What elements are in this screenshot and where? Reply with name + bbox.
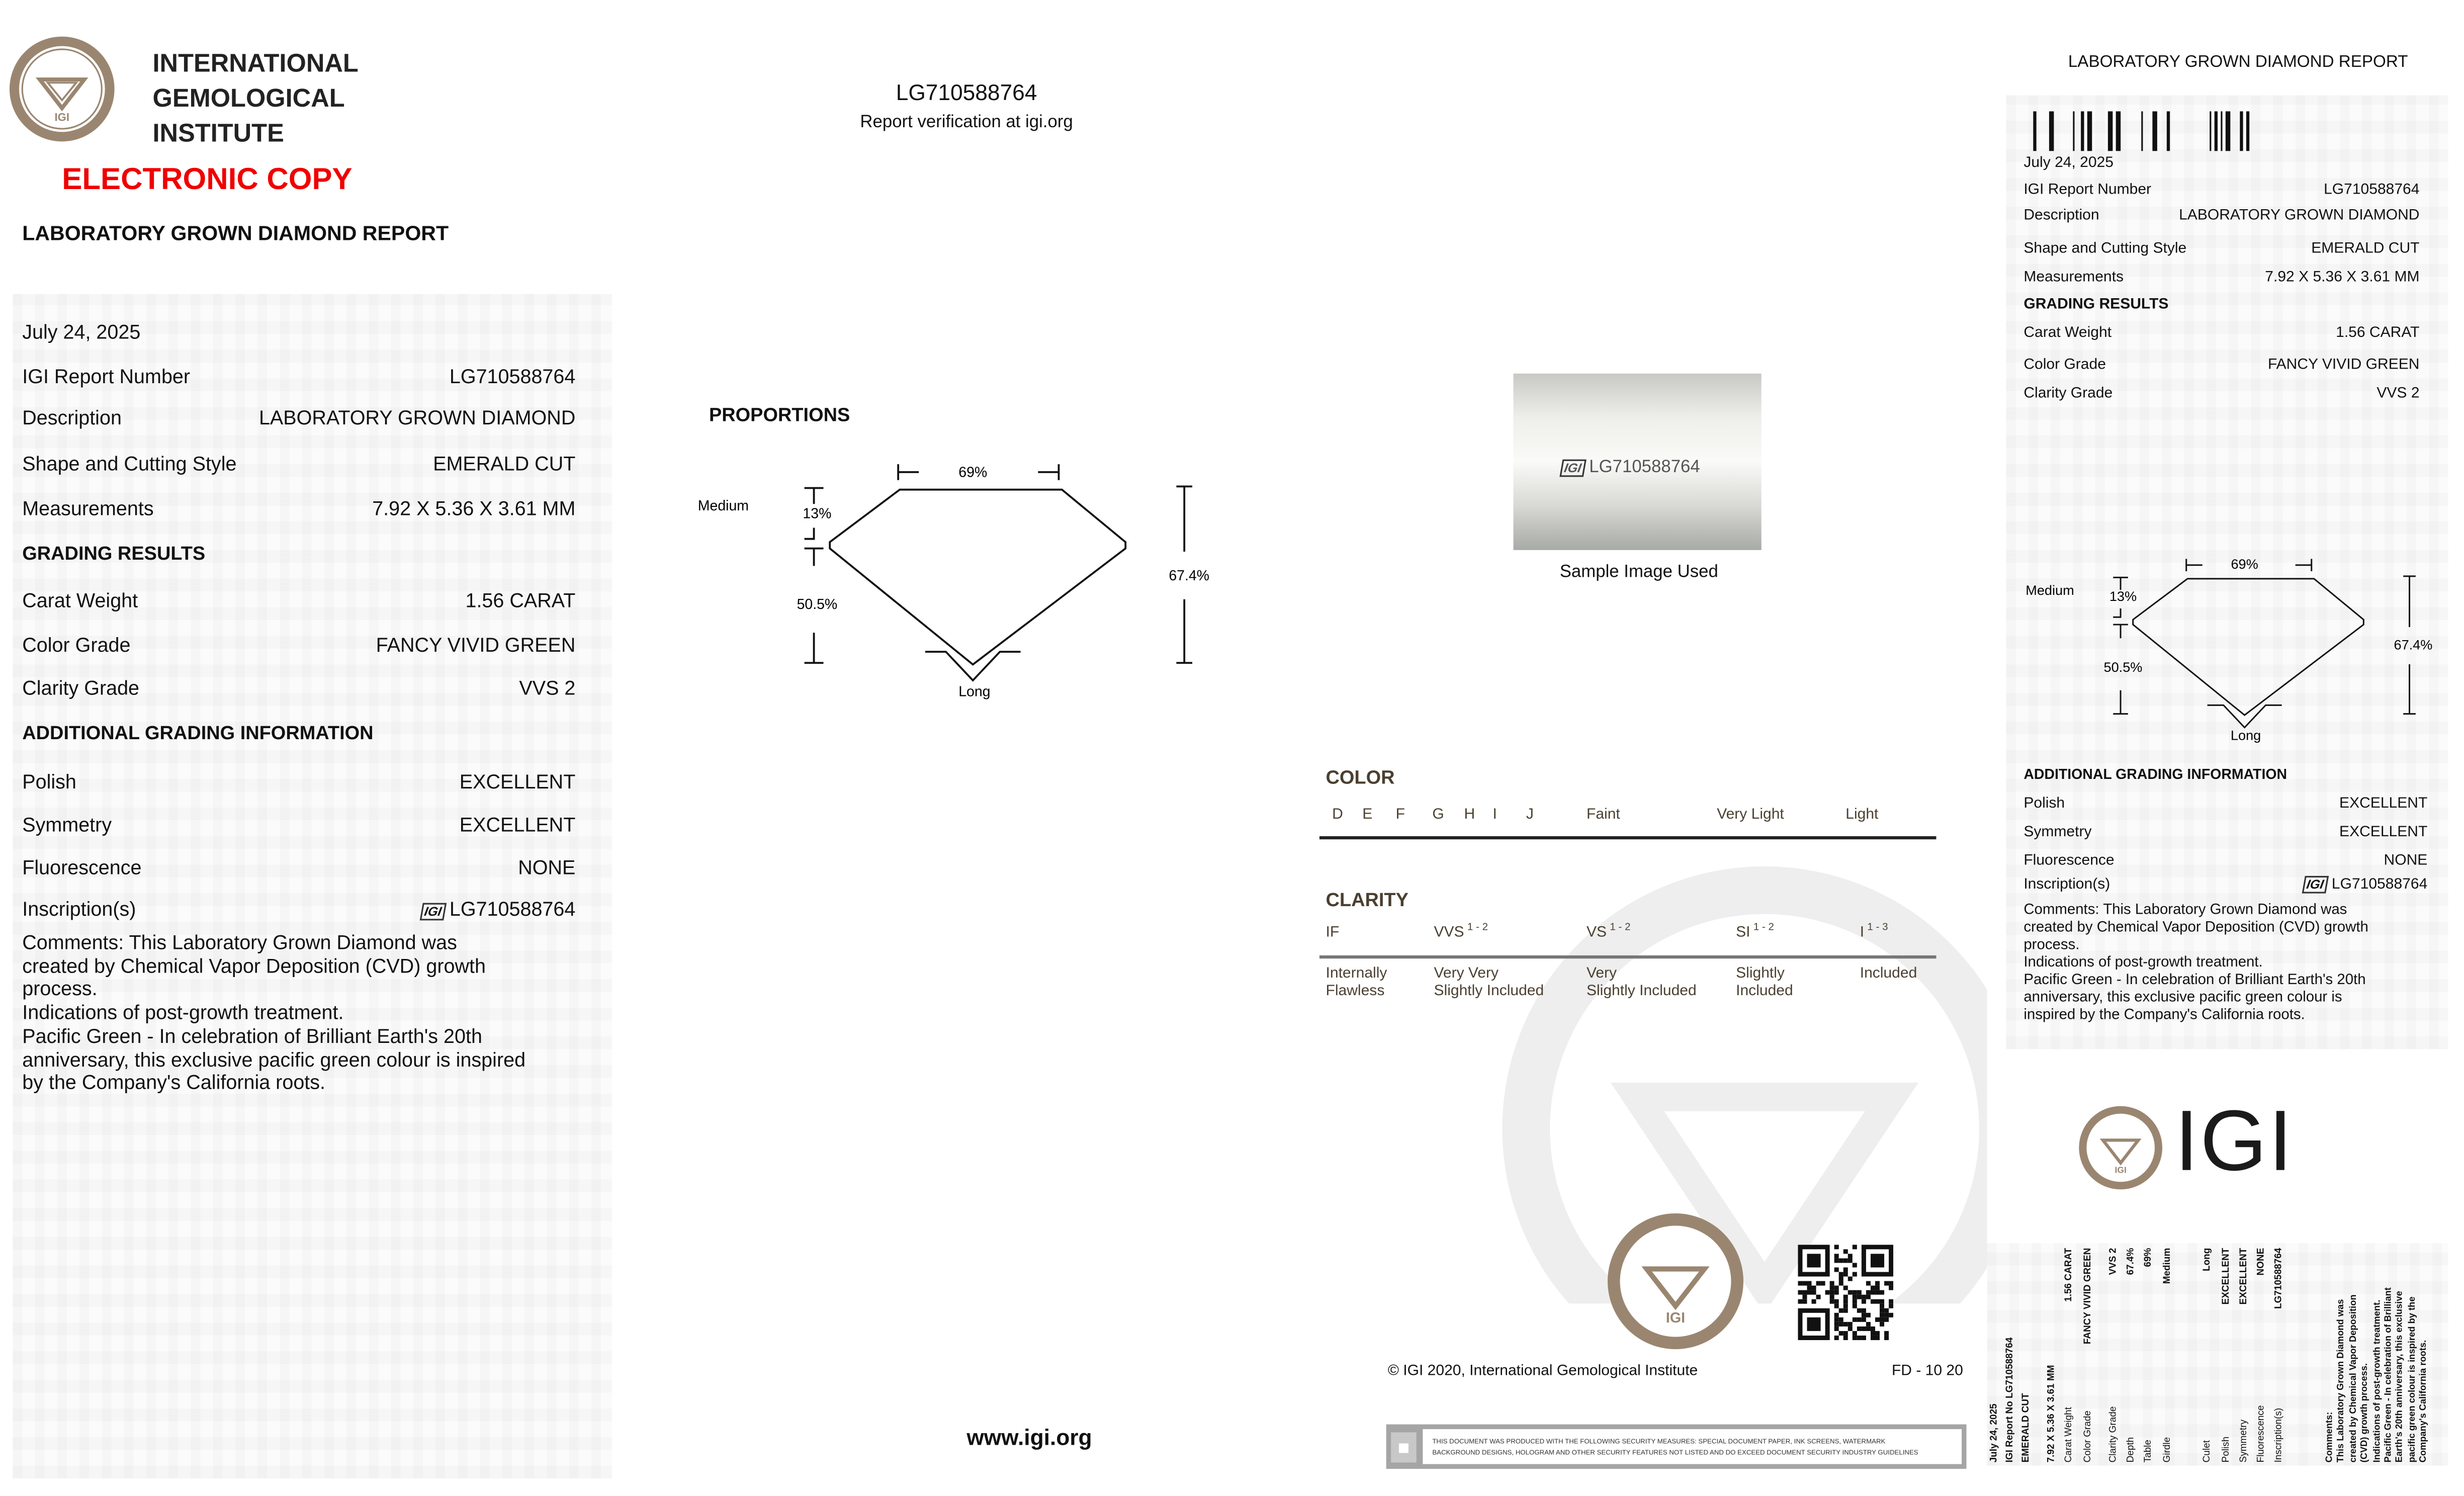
strip-report-no — [2006, 1248, 2017, 1463]
comment-line: inspired by the Company's California roots. — [2023, 1006, 2305, 1022]
strip-value: EXCELLENT — [2222, 1248, 2232, 1305]
clarity-grade-range: 1 - 2 — [1610, 922, 1631, 933]
girdle-label: Medium — [2026, 582, 2074, 598]
comment-line: created by Chemical Vapor Deposition — [2349, 1294, 2359, 1463]
igi-logo-text: IGI — [2174, 1093, 2294, 1189]
barcode-bar — [2081, 111, 2084, 151]
grading-row — [22, 590, 575, 612]
clarity-grade-range: 1 - 2 — [1753, 922, 1775, 933]
strip-row — [2275, 1248, 2286, 1463]
table-percent: 69% — [2231, 556, 2258, 572]
strip-value: LG710588764 — [2274, 1248, 2284, 1309]
field-value — [2324, 181, 2419, 199]
strip-label: Color Grade — [2084, 1411, 2094, 1463]
field-value — [450, 366, 576, 388]
clarity-grade-range: 1 - 2 — [1467, 922, 1488, 933]
diamond-outline — [2133, 579, 2364, 715]
strip-label: Culet — [2203, 1440, 2213, 1463]
field-value — [2377, 385, 2419, 402]
field-value-text: LABORATORY GROWN DIAMOND — [258, 407, 576, 429]
strip-label: Girdle — [2163, 1437, 2173, 1463]
website-link[interactable]: www.igi.org — [966, 1424, 1092, 1450]
clarity-scale-line — [1319, 955, 1937, 958]
barcode-bar — [2221, 111, 2222, 151]
igi-inscription-icon: IGI — [1559, 460, 1586, 477]
field-label: Inscription(s) — [2023, 875, 2110, 894]
field-value-text: FANCY VIVID GREEN — [376, 634, 576, 657]
right-report-title: LABORATORY GROWN DIAMOND REPORT — [2068, 52, 2408, 72]
grading-results-title: GRADING RESULTS — [22, 542, 206, 565]
igi-inscription-icon: IGI — [2302, 876, 2329, 894]
comment-line: created by Chemical Vapor Deposition (CVD) growth — [2023, 919, 2368, 935]
clarity-description — [1860, 965, 1917, 983]
strip-label: 7.92 X 5.36 X 3.61 MM — [2047, 1365, 2057, 1463]
clarity-grade-range: 1 - 3 — [1867, 922, 1888, 933]
svg-text:IGI: IGI — [1665, 1309, 1686, 1326]
field-label: Description — [2023, 206, 2099, 224]
field-value — [2339, 795, 2427, 813]
field-value — [460, 814, 576, 836]
strip-row — [2084, 1248, 2095, 1463]
comment-line: Indications of post-growth treatment. — [2023, 953, 2263, 970]
strip-value: Long — [2203, 1248, 2213, 1272]
field-value-text: FANCY VIVID GREEN — [2267, 356, 2420, 374]
field-value-text: EMERALD CUT — [2311, 240, 2420, 258]
org-line: INTERNATIONAL — [152, 51, 359, 78]
strip-label: Depth — [2127, 1437, 2137, 1463]
igi-seal-logo — [8, 35, 116, 143]
strip-label: IGI Report No LG710588764 — [2006, 1337, 2016, 1463]
right-grading-row — [2023, 324, 2419, 342]
field-label: Polish — [2023, 795, 2065, 813]
strip-value: 67.4% — [2127, 1248, 2137, 1275]
field-value-text: EXCELLENT — [2339, 795, 2428, 813]
field-value — [376, 634, 576, 656]
strip-label: July 24, 2025 — [1990, 1403, 2000, 1463]
color-group: Light — [1845, 806, 1879, 824]
clarity-grade — [1434, 922, 1488, 941]
field-label: Clarity Grade — [2023, 385, 2113, 402]
field-label: Shape and Cutting Style — [2023, 240, 2187, 258]
color-grade: G — [1432, 806, 1444, 824]
security-text: BACKGROUND DESIGNS, HOLOGRAM AND OTHER SECURITY FEATURES NOT LISTED AND DO EXCEED DOCUMENT SECURITY INDUSTRY GUIDELINES — [1432, 1448, 1918, 1456]
comment-line: by the Company's California roots. — [22, 1072, 326, 1094]
org-line: INSTITUTE — [152, 121, 284, 148]
right-grading-row — [2023, 385, 2419, 402]
right-additional-row — [2023, 795, 2427, 813]
strip-row — [2240, 1248, 2251, 1463]
barcode-bar — [2141, 111, 2143, 151]
barcode-bar — [2073, 111, 2074, 151]
strip-value: Medium — [2163, 1248, 2173, 1284]
qr-code[interactable] — [1798, 1245, 1893, 1340]
svg-text:IGI: IGI — [54, 111, 70, 124]
culet-indicator — [2208, 705, 2282, 727]
sample-inscription: LG710588764 — [1589, 458, 1700, 477]
comment-line: Earth's 20th anniversary, this exclusive — [2396, 1291, 2406, 1463]
clarity-grade-label: SI — [1736, 924, 1750, 941]
desc-line: Included — [1860, 964, 1917, 983]
desc-line: Slightly Included — [1434, 982, 1544, 1000]
right-additional-row — [2023, 876, 2427, 894]
strip-measurements — [2048, 1248, 2059, 1463]
field-value — [372, 497, 575, 519]
desc-line: Internally — [1326, 964, 1387, 983]
strip-row — [2204, 1248, 2215, 1463]
strip-label: Symmetry — [2240, 1420, 2250, 1463]
color-grade: I — [1492, 806, 1497, 824]
verification-link[interactable]: Report verification at igi.org — [860, 113, 1073, 132]
right-grading-title: GRADING RESULTS — [2023, 296, 2169, 313]
clarity-description — [1434, 965, 1544, 1000]
strip-value: 69% — [2144, 1248, 2154, 1267]
culet-label: Long — [958, 683, 991, 700]
svg-text:IGI: IGI — [2115, 1165, 2127, 1175]
right-info-row — [2023, 240, 2419, 257]
field-value-text: EMERALD CUT — [433, 453, 576, 476]
barcode-bar — [2167, 111, 2170, 151]
comment-line: Pacific Green - In celebration of Brilliant — [2385, 1287, 2395, 1463]
pavilion-percent: 50.5% — [2103, 659, 2143, 675]
strip-row — [2257, 1248, 2268, 1463]
field-value-text: LG710588764 — [2324, 181, 2420, 199]
comment-line: Comments: — [2325, 1412, 2335, 1463]
right-grading-row — [2023, 356, 2419, 374]
field-label: Description — [22, 407, 122, 429]
field-value — [2304, 876, 2427, 894]
field-value-text: NONE — [2384, 852, 2428, 870]
strip-label: Table — [2144, 1440, 2154, 1463]
info-row — [22, 453, 575, 475]
field-value — [259, 407, 575, 429]
crown-percent: 13% — [2109, 588, 2137, 604]
color-grade: D — [1332, 806, 1343, 824]
field-value-text: LABORATORY GROWN DIAMOND — [2179, 206, 2420, 224]
field-label: Fluorescence — [22, 856, 142, 879]
strip-value: NONE — [2257, 1248, 2267, 1276]
comment-line: Indications of post-growth treatment. — [22, 1001, 344, 1024]
barcode-bar — [2116, 111, 2121, 151]
info-row — [22, 366, 575, 388]
org-name — [152, 48, 358, 153]
culet-label: Long — [2230, 727, 2261, 743]
crown-percent: 13% — [803, 505, 832, 522]
barcode-bar — [2246, 111, 2249, 151]
strip-row — [2222, 1248, 2233, 1463]
diagram-svg — [683, 461, 1224, 716]
form-number: FD - 10 20 — [1891, 1362, 1963, 1380]
color-grade: J — [1526, 806, 1534, 824]
field-value-text: VVS 2 — [519, 677, 576, 699]
report-number-header: LG710588764 — [896, 79, 1037, 105]
strip-row — [2065, 1248, 2076, 1463]
strip-value: 1.56 CARAT — [2065, 1248, 2075, 1302]
clarity-description — [1587, 965, 1697, 1000]
comment-line: process. — [2023, 936, 2080, 952]
field-value — [421, 898, 575, 920]
clarity-grade — [1736, 922, 1774, 941]
field-value — [2384, 852, 2428, 869]
field-value-text: 1.56 CARAT — [465, 589, 576, 612]
color-grade: E — [1362, 806, 1373, 824]
lock-icon — [1391, 1432, 1417, 1462]
barcode-bar — [2240, 111, 2243, 151]
clarity-grade-label: VVS — [1434, 924, 1464, 941]
field-value — [2268, 356, 2420, 374]
strip-value: EXCELLENT — [2240, 1248, 2250, 1305]
comment-line: Comments: This Laboratory Grown Diamond was — [2023, 901, 2347, 918]
field-label: Symmetry — [22, 814, 112, 836]
depth-percent: 67.4% — [2394, 637, 2433, 653]
desc-line: Flawless — [1326, 982, 1385, 1000]
clarity-description — [1736, 965, 1793, 1000]
desc-line: Very Very — [1434, 964, 1499, 983]
additional-grading-title: ADDITIONAL GRADING INFORMATION — [22, 722, 374, 744]
barcode — [2020, 111, 2259, 151]
additional-row — [22, 814, 575, 836]
field-value — [519, 677, 575, 699]
igi-seal-right — [2078, 1105, 2164, 1191]
strip-label: Carat Weight — [2065, 1407, 2075, 1463]
clarity-description — [1326, 965, 1387, 1000]
field-value-text: 7.92 X 5.36 X 3.61 MM — [2265, 269, 2420, 287]
field-value — [2179, 207, 2419, 224]
additional-row — [22, 898, 575, 920]
color-group: Faint — [1586, 806, 1620, 824]
right-info-row — [2023, 181, 2419, 199]
desc-line: Slightly Included — [1586, 982, 1697, 1000]
right-additional-row — [2023, 852, 2427, 869]
clarity-grade-label: I — [1860, 924, 1865, 941]
field-label: Carat Weight — [22, 589, 138, 612]
clarity-grade — [1860, 922, 1888, 941]
field-value-text: NONE — [518, 856, 576, 879]
grading-row — [22, 677, 575, 699]
field-value-text: EXCELLENT — [2339, 823, 2428, 841]
report-title: LABORATORY GROWN DIAMOND REPORT — [22, 221, 449, 245]
table-percent: 69% — [958, 464, 988, 481]
strip-label: Clarity Grade — [2109, 1406, 2120, 1463]
comment-line: process. — [22, 978, 98, 1001]
electronic-copy-label: ELECTRONIC COPY — [62, 163, 353, 198]
field-value — [2265, 269, 2419, 286]
field-label: Symmetry — [2023, 823, 2092, 841]
barcode-bar — [2210, 111, 2211, 151]
field-value-text: 7.92 X 5.36 X 3.61 MM — [372, 497, 576, 520]
additional-row — [22, 857, 575, 879]
comment-line: anniversary, this exclusive pacific green colour is — [2023, 989, 2342, 1005]
additional-row — [22, 771, 575, 793]
field-value-text: 1.56 CARAT — [2336, 324, 2420, 342]
field-label: Color Grade — [22, 634, 131, 657]
grading-row — [22, 634, 575, 656]
barcode-bar — [2033, 111, 2036, 151]
color-scale-title: COLOR — [1326, 766, 1395, 789]
field-value-text: EXCELLENT — [459, 814, 576, 836]
security-text: THIS DOCUMENT WAS PRODUCED WITH THE FOLLOWING SECURITY MEASURES: SPECIAL DOCUMENT PAPER, INK SCREENS, WATERMARK — [1432, 1437, 1886, 1445]
field-value — [2339, 824, 2427, 841]
comment-line: Pacific Green - In celebration of Brilliant Earth's 20th — [2023, 971, 2366, 988]
strip-row — [2109, 1248, 2121, 1463]
field-value-text: LG710588764 — [449, 366, 576, 388]
strip-label: Fluorescence — [2257, 1405, 2267, 1463]
proportions-diagram-small — [2019, 556, 2440, 762]
field-label: Clarity Grade — [22, 677, 140, 699]
sample-image-caption: Sample Image Used — [1559, 563, 1718, 582]
igi-inscription-icon: IGI — [420, 903, 447, 921]
clarity-grade-label: IF — [1326, 924, 1340, 941]
culet-indicator — [925, 652, 1021, 680]
comment-line: Company's California roots. — [2420, 1340, 2430, 1463]
strip-date — [1990, 1248, 2001, 1463]
igi-seal-bottom — [1606, 1211, 1745, 1351]
field-label: Inscription(s) — [22, 898, 136, 921]
strip-row — [2164, 1248, 2175, 1463]
field-value-text: VVS 2 — [2377, 385, 2420, 402]
field-label: IGI Report Number — [2023, 181, 2152, 199]
strip-label: Inscription(s) — [2274, 1407, 2284, 1463]
comment-line: Indications of post-growth treatment. — [2372, 1299, 2383, 1463]
strip-shape — [2022, 1248, 2033, 1463]
comment-line: Pacific Green - In celebration of Brilliant Earth's 20th — [22, 1025, 482, 1047]
clarity-grade — [1587, 922, 1631, 941]
clarity-grade-label: VS — [1586, 924, 1607, 941]
field-value-text: EXCELLENT — [459, 771, 576, 794]
depth-percent: 67.4% — [1169, 567, 1209, 584]
right-comments — [2023, 901, 2368, 1023]
right-additional-title: ADDITIONAL GRADING INFORMATION — [2023, 766, 2287, 782]
org-line: GEMOLOGICAL — [152, 85, 345, 113]
diagram-svg — [2019, 556, 2440, 755]
barcode-bar — [2152, 111, 2157, 151]
comment-line: anniversary, this exclusive pacific green colour is inspired — [22, 1048, 526, 1071]
color-grade: H — [1464, 806, 1475, 824]
barcode-bar — [2049, 111, 2054, 151]
color-scale-line — [1319, 836, 1937, 839]
strip-comments — [2326, 1248, 2432, 1463]
info-row — [22, 407, 575, 429]
desc-line: Very — [1586, 964, 1617, 983]
right-additional-row — [2023, 824, 2427, 841]
right-report-date: July 24, 2025 — [2023, 154, 2114, 172]
desc-line: Included — [1736, 982, 1793, 1000]
security-notice-bar — [1386, 1425, 1967, 1469]
field-value-text: LG710588764 — [449, 898, 576, 921]
barcode-bar — [2087, 111, 2092, 151]
color-grade: F — [1395, 806, 1405, 824]
barcode-bar — [2108, 111, 2113, 151]
field-value-text: LG710588764 — [2331, 875, 2428, 894]
right-info-row — [2023, 269, 2419, 286]
comment-line: (CVD) growth process. — [2361, 1363, 2371, 1463]
comments — [22, 932, 525, 1095]
field-label: Carat Weight — [2023, 324, 2112, 342]
comment-line: pacific green colour is inspired by the — [2408, 1296, 2418, 1463]
field-value — [433, 453, 575, 475]
comment-line: This Laboratory Grown Diamond was — [2337, 1299, 2347, 1463]
field-value — [465, 590, 575, 612]
strip-row — [2127, 1248, 2138, 1463]
field-label: Fluorescence — [2023, 852, 2115, 870]
field-label: Measurements — [2023, 269, 2124, 287]
girdle-label: Medium — [697, 497, 749, 514]
barcode-bar — [2226, 111, 2230, 151]
field-label: IGI Report Number — [22, 366, 191, 388]
comment-line: created by Chemical Vapor Deposition (CVD) growth — [22, 955, 486, 978]
report-date: July 24, 2025 — [22, 321, 141, 343]
field-label: Polish — [22, 771, 76, 794]
right-info-row — [2023, 207, 2419, 224]
info-row — [22, 497, 575, 519]
clarity-grade — [1326, 922, 1343, 941]
clarity-scale-title: CLARITY — [1326, 889, 1409, 911]
strip-label: EMERALD CUT — [2022, 1393, 2032, 1463]
proportions-title: PROPORTIONS — [709, 403, 850, 426]
copyright: © IGI 2020, International Gemological Institute — [1387, 1362, 1698, 1380]
field-value — [460, 771, 576, 793]
barcode-bar — [2215, 111, 2218, 151]
field-value — [2311, 240, 2419, 257]
strip-value: FANCY VIVID GREEN — [2084, 1248, 2094, 1345]
proportions-diagram — [683, 461, 1224, 724]
strip-value: VVS 2 — [2109, 1248, 2120, 1275]
color-group: Very Light — [1717, 806, 1784, 824]
field-label: Measurements — [22, 497, 154, 520]
desc-line: Slightly — [1736, 964, 1785, 983]
field-label: Shape and Cutting Style — [22, 453, 237, 476]
pavilion-percent: 50.5% — [797, 596, 838, 612]
field-label: Color Grade — [2023, 356, 2106, 374]
comment-line: Comments: This Laboratory Grown Diamond was — [22, 931, 457, 954]
strip-row — [2145, 1248, 2156, 1463]
field-value — [518, 857, 575, 879]
field-value — [2336, 324, 2419, 342]
sample-diamond-image — [1514, 374, 1762, 550]
diamond-outline — [830, 490, 1125, 665]
strip-label: Polish — [2222, 1436, 2232, 1463]
